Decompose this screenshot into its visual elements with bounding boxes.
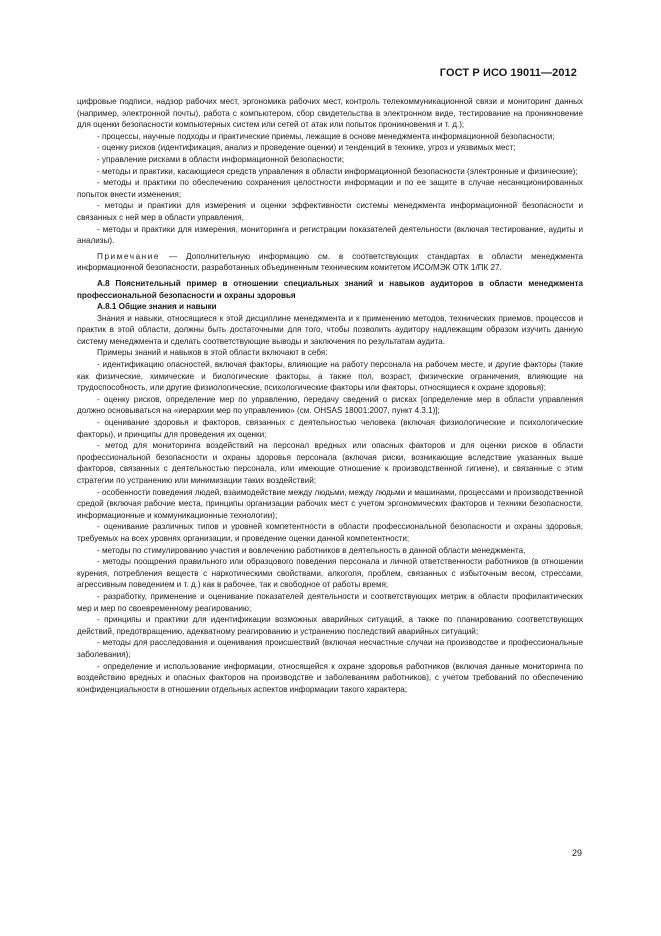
list-item: - метод для мониторинга воздействий на персонал вредных или опасных факторов и для оценки рисков в области профессиональной безопасности и охраны здоровья персонала (включая риски, возникающие вследствие указанных выше факторов, связанных с деятельностью персонала, или имеющие отношение к производственной гигиене), и связанные с этим стратегии по устранению или минимизации таких воздействий; <box>77 441 583 485</box>
section-heading: А.8 Пояснительный пример в отношении специальных знаний и навыков аудиторов в области менеджмента профессиональной безопасности и охраны здоровья <box>77 278 583 300</box>
document-header: ГОСТ Р ИСО 19011—2012 <box>439 67 577 79</box>
list-item: - особенности поведения людей, взаимодействие между людьми, между людьми и машинами, процессами и производственной средой (включая рабочие места, принципы организации рабочих мест с учетом эргономических факторов и техники безопасности, информационные и коммуникационные технологии); <box>77 487 583 520</box>
note-label: Примечание <box>97 251 161 261</box>
list-item: - оценивание различных типов и уровней компетентности в области профессиональной безопасности и охраны здоровья, требуемых на всех уровнях организации, и проведение оценки данной компетентности; <box>77 522 583 543</box>
list-item: - методы поощрения правильного или образцового поведения персонала и личной ответственности работников (в отношении курения, потребления веществ с наркотическими свойствами, алкоголя, проблем, связанных с избыточным весом, стрессами, агрессивным поведением и т. д.) как в рабочее, так и свободное от работы время; <box>77 557 583 590</box>
list-item: - методы и практики для измерения, мониторинга и регистрации показателей деятельности (включая тестирование, аудиты и анализы). <box>77 224 583 246</box>
list-item: - идентификацию опасностей, включая факторы, влияющие на работу персонала на рабочем месте, и другие факторы (такие как физические, химические и биологические факторы, а также пол, возраст, физические ограничения, влияющие на трудоспособность, или другие физиологические, психологические факторы или факторы, относящиеся к охране здоровья); <box>77 360 583 393</box>
list-item: - определение и использование информации, относящейся к охране здоровья работников (включая данные мониторинга по воздействию вредных и опасных факторов на производстве и заболеваниям работников), с учетом требований по обеспечению конфиденциальности в отношении отдельных аспектов информации такого характера; <box>77 661 583 694</box>
list-item: - разработку, применение и оценивание показателей деятельности и соответствующих метрик в области профилактических мер и мер по своевременному реагированию; <box>77 591 583 613</box>
page-number: 29 <box>571 848 582 858</box>
list-item: - оценку рисков (идентификация, анализ и проведение оценки) и тенденций в технике, угроз и уязвимых мест; <box>97 143 516 153</box>
list-item: - управление рисками в области информационной безопасности; <box>97 154 345 164</box>
list-item: - методы для расследования и оценивания происшествий (включая несчастные случаи на производстве и профессиональные заболевания); <box>77 638 583 659</box>
note-text: — Дополнительную информацию см. в соответствующих стандартах в области менеджмента информационной безопасности, разработанных объединенным техническим комитетом ИСО/МЭК ОТК 1/ПК 27. <box>77 251 583 273</box>
paragraph: цифровые подписи, надзор рабочих мест, эргономика рабочих мест, контроль телекоммуникационной связи и мониторинг данных (например, электронной почты), работа с компьютером, сбор свидетельства в электронном виде, тестирование на проникновение для оценки безопасности компьютерных систем или сетей от атак или попыток проникновения и т. д.); <box>77 97 583 130</box>
subsection-heading: А.8.1 Общие знания и навыки <box>97 302 217 312</box>
note <box>77 251 583 274</box>
list-item: - процессы, научные подходы и практические приемы, лежащие в основе менеджмента информационной безопасности; <box>97 131 555 141</box>
paragraph: Знания и навыки, относящиеся к этой дисциплине менеджмента и к применению методов, технических приемов, процессов и практик в этой области, должны быть достаточными для того, чтобы позволить аудитору надлежащим образом изучить данную систему менеджмента и сделать соответствующие выводы и заключения по результатам аудита. <box>77 313 583 346</box>
list-item: - методы и практики по обеспечению сохранения целостности информации и по ее защите в случае несанкционированных попыток внести изменения; <box>77 178 583 199</box>
list-item: - оценивание здоровья и факторов, связанных с деятельностью человека (включая физиологические и психологические факторы), и принципы для проведения их оценки; <box>77 418 583 439</box>
paragraph: Примеры знаний и навыков в этой области включают в себя: <box>97 348 328 358</box>
list-item: - методы и практики для измерения и оценки эффективности системы менеджмента информационной безопасности и связанных с ней мер в области управления, <box>77 201 583 222</box>
page-body <box>77 96 583 695</box>
list-item: - методы по стимулированию участия и вовлечению работников в деятельность в данной области менеджмента, <box>97 545 526 555</box>
list-item: - принципы и практики для идентификации возможных аварийных ситуаций, а также по планированию соответствующих действий, предотвращению, адекватному реагированию и устранению последствий аварийных ситуаций; <box>77 615 583 636</box>
list-item: - оценку рисков, определение мер по управлению, передачу сведений о рисках [определение мер в области управления должно основываться на «иерархии мер по управлению» (см. OHSAS 18001:2007, пункт 4.3.1)]; <box>77 394 583 416</box>
list-item: - методы и практики, касающиеся средств управления в области информационной безопасности (электронные и физические); <box>97 166 578 176</box>
